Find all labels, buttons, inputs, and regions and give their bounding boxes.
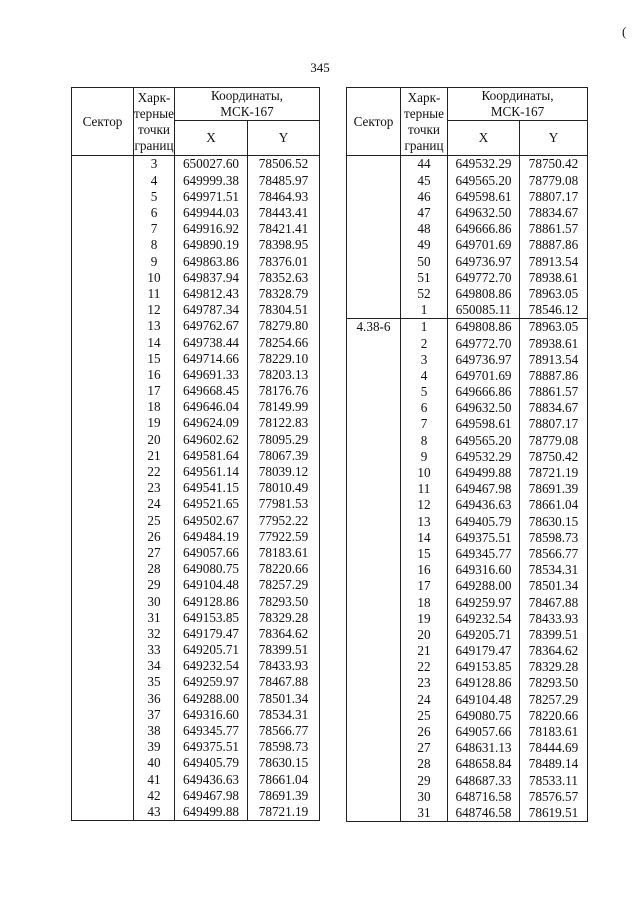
y-coordinate-cell: 78433.93 <box>520 610 588 626</box>
point-number-cell: 28 <box>134 561 175 577</box>
y-coordinate-cell: 78039.12 <box>247 464 319 480</box>
x-coordinate-cell: 649345.77 <box>174 723 247 739</box>
x-coordinate-cell: 649668.45 <box>174 383 247 399</box>
point-number-cell: 36 <box>134 690 175 706</box>
sector-cell <box>72 156 134 821</box>
header-type-line4: границ <box>134 137 174 153</box>
x-coordinate-cell: 649701.69 <box>448 237 520 253</box>
y-coordinate-cell: 78533.11 <box>520 772 588 788</box>
y-coordinate-cell: 78534.31 <box>520 562 588 578</box>
y-coordinate-cell: 78304.51 <box>247 302 319 318</box>
x-coordinate-cell: 649405.79 <box>174 755 247 771</box>
header-x: X <box>174 121 247 156</box>
y-coordinate-cell: 78220.66 <box>247 561 319 577</box>
point-number-cell: 47 <box>401 205 448 221</box>
point-number-cell: 16 <box>134 366 175 382</box>
x-coordinate-cell: 649375.51 <box>174 739 247 755</box>
header-x: X <box>448 121 520 156</box>
x-coordinate-cell: 649561.14 <box>174 464 247 480</box>
y-coordinate-cell: 78176.76 <box>247 383 319 399</box>
x-coordinate-cell: 648631.13 <box>448 740 520 756</box>
corner-mark: ( <box>622 24 627 39</box>
y-coordinate-cell: 78779.08 <box>520 172 588 188</box>
point-number-cell: 45 <box>401 172 448 188</box>
point-number-cell: 29 <box>401 772 448 788</box>
x-coordinate-cell: 649714.66 <box>174 350 247 366</box>
y-coordinate-cell: 78183.61 <box>520 724 588 740</box>
y-coordinate-cell: 78220.66 <box>520 707 588 723</box>
point-number-cell: 23 <box>134 480 175 496</box>
y-coordinate-cell: 78444.69 <box>520 740 588 756</box>
point-number-cell: 19 <box>134 415 175 431</box>
y-coordinate-cell: 78721.19 <box>247 804 319 821</box>
x-coordinate-cell: 649232.54 <box>448 610 520 626</box>
x-coordinate-cell: 649128.86 <box>174 593 247 609</box>
x-coordinate-cell: 649916.92 <box>174 221 247 237</box>
point-number-cell: 20 <box>134 431 175 447</box>
header-type-line3: точки <box>138 121 170 137</box>
point-number-cell: 48 <box>401 221 448 237</box>
point-number-cell: 9 <box>134 253 175 269</box>
y-coordinate-cell: 78122.83 <box>247 415 319 431</box>
x-coordinate-cell: 649808.86 <box>448 286 520 302</box>
y-coordinate-cell: 77952.22 <box>247 512 319 528</box>
point-number-cell: 14 <box>134 334 175 350</box>
x-coordinate-cell: 649467.98 <box>174 787 247 803</box>
point-number-cell: 41 <box>134 771 175 787</box>
y-coordinate-cell: 78598.73 <box>520 529 588 545</box>
point-number-cell: 52 <box>401 286 448 302</box>
point-number-cell: 23 <box>401 675 448 691</box>
y-coordinate-cell: 78095.29 <box>247 431 319 447</box>
y-coordinate-cell: 78963.05 <box>520 286 588 302</box>
x-coordinate-cell: 649467.98 <box>448 481 520 497</box>
point-number-cell: 15 <box>401 546 448 562</box>
point-number-cell: 10 <box>401 465 448 481</box>
x-coordinate-cell: 649532.29 <box>448 448 520 464</box>
x-coordinate-cell: 649736.97 <box>448 253 520 269</box>
header-coords-line2: МСК-167 <box>220 104 274 119</box>
x-coordinate-cell: 649890.19 <box>174 237 247 253</box>
point-number-cell: 7 <box>134 221 175 237</box>
y-coordinate-cell: 78913.54 <box>520 351 588 367</box>
x-coordinate-cell: 649762.67 <box>174 318 247 334</box>
point-number-cell: 11 <box>134 286 175 302</box>
y-coordinate-cell: 78661.04 <box>520 497 588 513</box>
y-coordinate-cell: 78834.67 <box>520 400 588 416</box>
point-number-cell: 17 <box>401 578 448 594</box>
y-coordinate-cell: 78293.50 <box>520 675 588 691</box>
point-number-cell: 6 <box>401 400 448 416</box>
x-coordinate-cell: 649205.71 <box>448 626 520 642</box>
point-number-cell: 13 <box>134 318 175 334</box>
y-coordinate-cell: 78254.66 <box>247 334 319 350</box>
point-number-cell: 9 <box>401 448 448 464</box>
x-coordinate-cell: 649738.44 <box>174 334 247 350</box>
point-number-cell: 44 <box>401 156 448 173</box>
point-number-cell: 26 <box>401 724 448 740</box>
x-coordinate-cell: 649624.09 <box>174 415 247 431</box>
point-number-cell: 32 <box>134 625 175 641</box>
point-number-cell: 35 <box>134 674 175 690</box>
y-coordinate-cell: 78691.39 <box>520 481 588 497</box>
x-coordinate-cell: 649104.48 <box>448 691 520 707</box>
x-coordinate-cell: 649565.20 <box>448 432 520 448</box>
point-number-cell: 43 <box>134 804 175 821</box>
point-number-cell: 8 <box>401 432 448 448</box>
x-coordinate-cell: 649632.50 <box>448 205 520 221</box>
x-coordinate-cell: 649316.60 <box>448 562 520 578</box>
sector-cell <box>347 156 401 319</box>
y-coordinate-cell: 78376.01 <box>247 253 319 269</box>
y-coordinate-cell: 78938.61 <box>520 269 588 285</box>
header-coords-line1: Координаты, <box>210 88 283 103</box>
x-coordinate-cell: 649259.97 <box>448 594 520 610</box>
y-coordinate-cell: 78506.52 <box>247 156 319 173</box>
y-coordinate-cell: 78328.79 <box>247 286 319 302</box>
x-coordinate-cell: 650027.60 <box>174 156 247 173</box>
point-number-cell: 38 <box>134 723 175 739</box>
y-coordinate-cell: 78619.51 <box>520 805 588 822</box>
x-coordinate-cell: 649602.62 <box>174 431 247 447</box>
y-coordinate-cell: 78399.51 <box>520 626 588 642</box>
y-coordinate-cell: 78421.41 <box>247 221 319 237</box>
x-coordinate-cell: 649666.86 <box>448 384 520 400</box>
table-row <box>347 318 588 335</box>
x-coordinate-cell: 649057.66 <box>174 545 247 561</box>
page-number: 345 <box>310 60 330 75</box>
y-coordinate-cell: 78467.88 <box>520 594 588 610</box>
y-coordinate-cell: 78576.57 <box>520 788 588 804</box>
y-coordinate-cell: 78887.86 <box>520 237 588 253</box>
y-coordinate-cell: 78691.39 <box>247 787 319 803</box>
x-coordinate-cell: 648658.84 <box>448 756 520 772</box>
x-coordinate-cell: 649153.85 <box>174 609 247 625</box>
point-number-cell: 24 <box>401 691 448 707</box>
y-coordinate-cell: 78534.31 <box>247 706 319 722</box>
y-coordinate-cell: 78750.42 <box>520 448 588 464</box>
y-coordinate-cell: 78721.19 <box>520 465 588 481</box>
x-coordinate-cell: 649128.86 <box>448 675 520 691</box>
header-coordinates <box>174 88 319 121</box>
y-coordinate-cell: 78963.05 <box>520 318 588 335</box>
y-coordinate-cell: 78464.93 <box>247 188 319 204</box>
header-y: Y <box>520 121 588 156</box>
y-coordinate-cell: 78861.57 <box>520 221 588 237</box>
x-coordinate-cell: 649232.54 <box>174 658 247 674</box>
y-coordinate-cell: 78329.28 <box>247 609 319 625</box>
point-number-cell: 8 <box>134 237 175 253</box>
y-coordinate-cell: 78364.62 <box>520 643 588 659</box>
point-number-cell: 42 <box>134 787 175 803</box>
x-coordinate-cell: 649288.00 <box>448 578 520 594</box>
x-coordinate-cell: 649736.97 <box>448 351 520 367</box>
y-coordinate-cell: 78467.88 <box>247 674 319 690</box>
point-number-cell: 51 <box>401 269 448 285</box>
y-coordinate-cell: 78834.67 <box>520 205 588 221</box>
x-coordinate-cell: 649944.03 <box>174 205 247 221</box>
point-number-cell: 4 <box>134 172 175 188</box>
point-number-cell: 6 <box>134 205 175 221</box>
x-coordinate-cell: 649999.38 <box>174 172 247 188</box>
y-coordinate-cell: 78257.29 <box>247 577 319 593</box>
point-number-cell: 37 <box>134 706 175 722</box>
coordinates-table-left <box>71 87 320 821</box>
header-type-line1: Харк- <box>137 89 171 105</box>
x-coordinate-cell: 649499.88 <box>448 465 520 481</box>
point-number-cell: 21 <box>401 643 448 659</box>
y-coordinate-cell: 78293.50 <box>247 593 319 609</box>
y-coordinate-cell: 78203.13 <box>247 366 319 382</box>
x-coordinate-cell: 649259.97 <box>174 674 247 690</box>
point-number-cell: 29 <box>134 577 175 593</box>
y-coordinate-cell: 78443.41 <box>247 205 319 221</box>
y-coordinate-cell: 78598.73 <box>247 739 319 755</box>
header-type-line4: границ <box>404 137 444 153</box>
x-coordinate-cell: 649205.71 <box>174 642 247 658</box>
point-number-cell: 18 <box>401 594 448 610</box>
x-coordinate-cell: 649837.94 <box>174 269 247 285</box>
x-coordinate-cell: 649541.15 <box>174 480 247 496</box>
x-coordinate-cell: 649375.51 <box>448 529 520 545</box>
point-number-cell: 27 <box>134 545 175 561</box>
x-coordinate-cell: 649532.29 <box>448 156 520 173</box>
x-coordinate-cell: 649288.00 <box>174 690 247 706</box>
x-coordinate-cell: 649971.51 <box>174 188 247 204</box>
y-coordinate-cell: 78807.17 <box>520 188 588 204</box>
point-number-cell: 16 <box>401 562 448 578</box>
x-coordinate-cell: 649812.43 <box>174 286 247 302</box>
y-coordinate-cell: 78938.61 <box>520 335 588 351</box>
point-number-cell: 39 <box>134 739 175 755</box>
point-number-cell: 1 <box>401 302 448 319</box>
point-number-cell: 49 <box>401 237 448 253</box>
x-coordinate-cell: 648746.58 <box>448 805 520 822</box>
y-coordinate-cell: 77981.53 <box>247 496 319 512</box>
point-number-cell: 12 <box>401 497 448 513</box>
y-coordinate-cell: 78364.62 <box>247 625 319 641</box>
y-coordinate-cell: 78485.97 <box>247 172 319 188</box>
point-number-cell: 10 <box>134 269 175 285</box>
point-number-cell: 26 <box>134 528 175 544</box>
y-coordinate-cell: 78661.04 <box>247 771 319 787</box>
point-number-cell: 1 <box>401 318 448 335</box>
point-number-cell: 25 <box>134 512 175 528</box>
point-number-cell: 17 <box>134 383 175 399</box>
y-coordinate-cell: 78398.95 <box>247 237 319 253</box>
y-coordinate-cell: 78566.77 <box>247 723 319 739</box>
point-number-cell: 28 <box>401 756 448 772</box>
x-coordinate-cell: 649057.66 <box>448 724 520 740</box>
y-coordinate-cell: 78329.28 <box>520 659 588 675</box>
header-sector: Сектор <box>347 88 401 156</box>
header-point-type <box>134 88 175 156</box>
y-coordinate-cell: 78149.99 <box>247 399 319 415</box>
point-number-cell: 25 <box>401 707 448 723</box>
header-coordinates <box>448 88 588 121</box>
point-number-cell: 3 <box>401 351 448 367</box>
y-coordinate-cell: 78183.61 <box>247 545 319 561</box>
header-coords-line2: МСК-167 <box>490 104 545 119</box>
x-coordinate-cell: 648687.33 <box>448 772 520 788</box>
point-number-cell: 3 <box>134 156 175 173</box>
point-number-cell: 21 <box>134 447 175 463</box>
y-coordinate-cell: 78913.54 <box>520 253 588 269</box>
x-coordinate-cell: 649484.19 <box>174 528 247 544</box>
y-coordinate-cell: 78750.42 <box>520 156 588 173</box>
point-number-cell: 33 <box>134 642 175 658</box>
x-coordinate-cell: 649772.70 <box>448 269 520 285</box>
y-coordinate-cell: 78399.51 <box>247 642 319 658</box>
y-coordinate-cell: 78887.86 <box>520 367 588 383</box>
y-coordinate-cell: 78067.39 <box>247 447 319 463</box>
x-coordinate-cell: 649632.50 <box>448 400 520 416</box>
header-type-line3: точки <box>408 121 440 137</box>
y-coordinate-cell: 78010.49 <box>247 480 319 496</box>
point-number-cell: 13 <box>401 513 448 529</box>
x-coordinate-cell: 649565.20 <box>448 172 520 188</box>
x-coordinate-cell: 649808.86 <box>448 318 520 335</box>
header-coords-line1: Координаты, <box>481 88 554 103</box>
x-coordinate-cell: 649646.04 <box>174 399 247 415</box>
x-coordinate-cell: 649666.86 <box>448 221 520 237</box>
point-number-cell: 15 <box>134 350 175 366</box>
x-coordinate-cell: 649863.86 <box>174 253 247 269</box>
point-number-cell: 22 <box>134 464 175 480</box>
point-number-cell: 5 <box>401 384 448 400</box>
y-coordinate-cell: 78630.15 <box>520 513 588 529</box>
point-number-cell: 7 <box>401 416 448 432</box>
point-number-cell: 22 <box>401 659 448 675</box>
point-number-cell: 12 <box>134 302 175 318</box>
x-coordinate-cell: 650085.11 <box>448 302 520 319</box>
y-coordinate-cell: 78352.63 <box>247 269 319 285</box>
header-sector: Сектор <box>72 88 134 156</box>
table-row <box>72 156 320 173</box>
point-number-cell: 31 <box>401 805 448 822</box>
x-coordinate-cell: 649581.64 <box>174 447 247 463</box>
point-number-cell: 19 <box>401 610 448 626</box>
x-coordinate-cell: 649502.67 <box>174 512 247 528</box>
x-coordinate-cell: 649104.48 <box>174 577 247 593</box>
header-y: Y <box>247 121 319 156</box>
y-coordinate-cell: 78630.15 <box>247 755 319 771</box>
y-coordinate-cell: 78257.29 <box>520 691 588 707</box>
x-coordinate-cell: 649787.34 <box>174 302 247 318</box>
y-coordinate-cell: 78501.34 <box>247 690 319 706</box>
header-type-line2: терные <box>404 105 444 121</box>
x-coordinate-cell: 649153.85 <box>448 659 520 675</box>
point-number-cell: 18 <box>134 399 175 415</box>
x-coordinate-cell: 649521.65 <box>174 496 247 512</box>
y-coordinate-cell: 78279.80 <box>247 318 319 334</box>
x-coordinate-cell: 649345.77 <box>448 546 520 562</box>
y-coordinate-cell: 78229.10 <box>247 350 319 366</box>
x-coordinate-cell: 649598.61 <box>448 188 520 204</box>
point-number-cell: 30 <box>401 788 448 804</box>
point-number-cell: 24 <box>134 496 175 512</box>
coordinates-table-right <box>346 87 588 822</box>
x-coordinate-cell: 649436.63 <box>448 497 520 513</box>
x-coordinate-cell: 649701.69 <box>448 367 520 383</box>
point-number-cell: 5 <box>134 188 175 204</box>
sector-cell: 4.38-6 <box>347 318 401 821</box>
x-coordinate-cell: 649316.60 <box>174 706 247 722</box>
point-number-cell: 46 <box>401 188 448 204</box>
point-number-cell: 20 <box>401 626 448 642</box>
header-type-line1: Харк- <box>407 89 441 105</box>
x-coordinate-cell: 649436.63 <box>174 771 247 787</box>
point-number-cell: 50 <box>401 253 448 269</box>
x-coordinate-cell: 649772.70 <box>448 335 520 351</box>
table-row <box>347 156 588 173</box>
x-coordinate-cell: 649080.75 <box>174 561 247 577</box>
point-number-cell: 30 <box>134 593 175 609</box>
header-type-line2: терные <box>134 105 174 121</box>
y-coordinate-cell: 78489.14 <box>520 756 588 772</box>
x-coordinate-cell: 649179.47 <box>448 643 520 659</box>
point-number-cell: 4 <box>401 367 448 383</box>
y-coordinate-cell: 78501.34 <box>520 578 588 594</box>
y-coordinate-cell: 78779.08 <box>520 432 588 448</box>
point-number-cell: 11 <box>401 481 448 497</box>
y-coordinate-cell: 77922.59 <box>247 528 319 544</box>
x-coordinate-cell: 649691.33 <box>174 366 247 382</box>
point-number-cell: 2 <box>401 335 448 351</box>
point-number-cell: 14 <box>401 529 448 545</box>
x-coordinate-cell: 649179.47 <box>174 625 247 641</box>
y-coordinate-cell: 78807.17 <box>520 416 588 432</box>
point-number-cell: 27 <box>401 740 448 756</box>
header-point-type <box>401 88 448 156</box>
y-coordinate-cell: 78861.57 <box>520 384 588 400</box>
x-coordinate-cell: 649598.61 <box>448 416 520 432</box>
point-number-cell: 40 <box>134 755 175 771</box>
point-number-cell: 34 <box>134 658 175 674</box>
x-coordinate-cell: 648716.58 <box>448 788 520 804</box>
point-number-cell: 31 <box>134 609 175 625</box>
y-coordinate-cell: 78433.93 <box>247 658 319 674</box>
x-coordinate-cell: 649499.88 <box>174 804 247 821</box>
y-coordinate-cell: 78566.77 <box>520 546 588 562</box>
y-coordinate-cell: 78546.12 <box>520 302 588 319</box>
x-coordinate-cell: 649080.75 <box>448 707 520 723</box>
x-coordinate-cell: 649405.79 <box>448 513 520 529</box>
